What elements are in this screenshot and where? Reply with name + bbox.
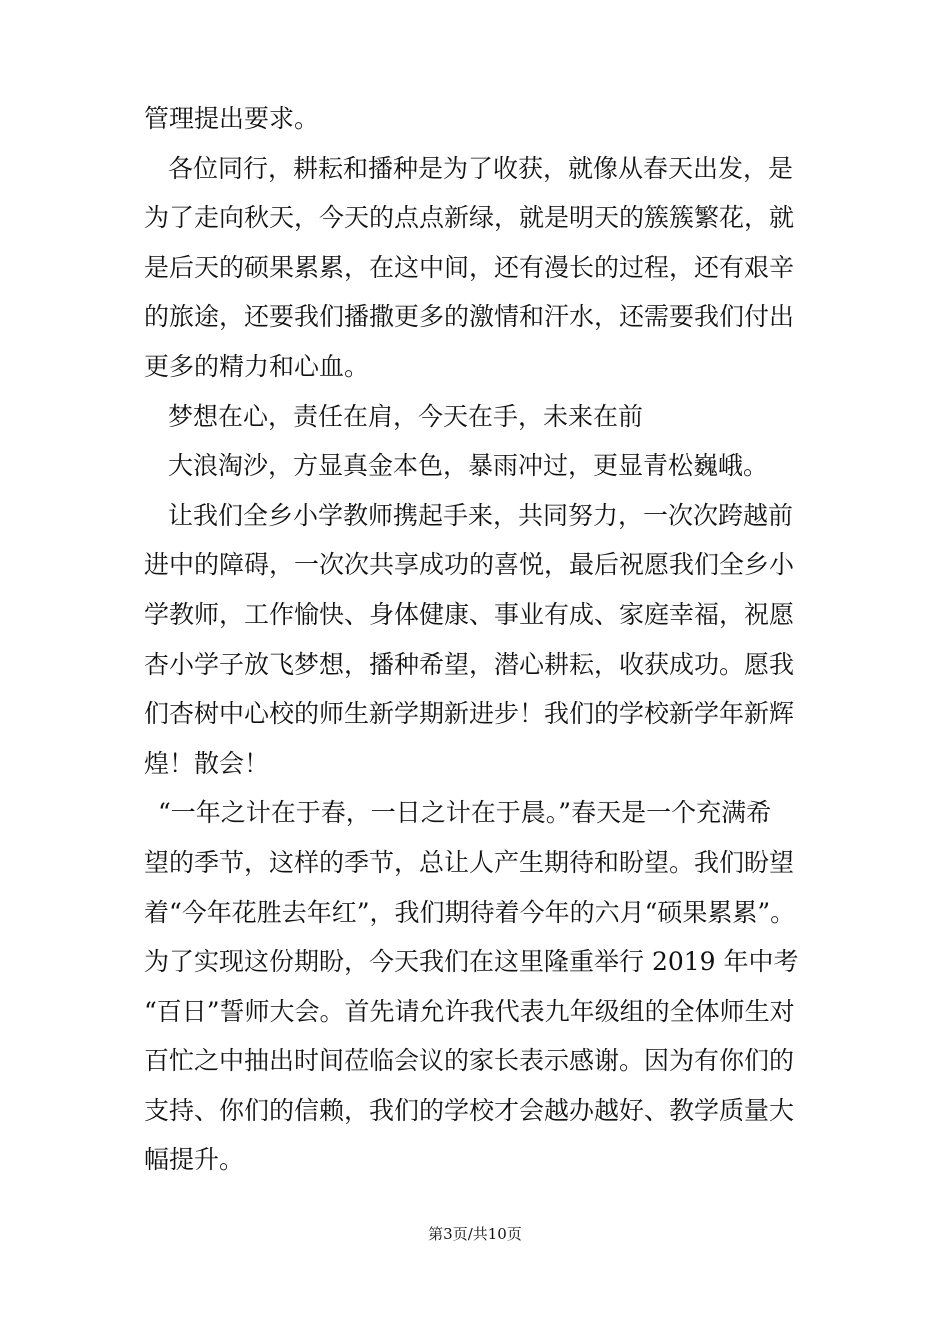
text-line: 煌！散会！ — [144, 748, 270, 778]
text-line: 们杏树中心校的师生新学期新进步！我们的学校新学年新辉 — [144, 699, 795, 729]
text-line: 梦想在心，责任在肩，今天在手，未来在前 — [168, 401, 644, 431]
text-line: 更多的精力和心血。 — [144, 351, 370, 381]
page-number: 第3页/共10页 — [428, 1225, 522, 1243]
text-line: 是后天的硕果累累，在这中间，还有漫长的过程，还有艰辛 — [144, 252, 795, 282]
text-line: 让我们全乡小学教师携起手来，共同努力，一次次跨越前 — [168, 500, 794, 530]
text-line: 各位同行，耕耘和播种是为了收获，就像从春天出发，是 — [168, 153, 794, 183]
text-line: 进中的障碍，一次次共享成功的喜悦，最后祝愿我们全乡小 — [144, 550, 795, 580]
text-line: 着“今年花胜去年红”，我们期待着今年的六月“硕果累累”。 — [144, 897, 796, 927]
text-line: “一年之计在于春，一日之计在于晨。”春天是一个充满希 — [158, 798, 772, 828]
text-line: 为了走向秋天，今天的点点新绿，就是明天的簇簇繁花，就 — [144, 203, 795, 233]
text-line: 支持、你们的信赖，我们的学校才会越办越好、教学质量大 — [144, 1095, 795, 1125]
text-line: 为了实现这份期盼，今天我们在这里隆重举行 2019 年中考 — [144, 947, 799, 977]
text-line: “百日”誓师大会。首先请允许我代表九年级组的全体师生对 — [144, 996, 795, 1026]
text-line: 的旅途，还要我们播撒更多的激情和汗水，还需要我们付出 — [144, 302, 795, 332]
text-line: 管理提出要求。 — [144, 104, 320, 133]
text-line: 学教师，工作愉快、身体健康、事业有成、家庭幸福，祝愿 — [144, 599, 795, 629]
text-line: 杏小学子放飞梦想，播种希望，潜心耕耘，收获成功。愿我 — [144, 649, 795, 679]
text-line: 幅提升。 — [144, 1145, 245, 1175]
text-line: 大浪淘沙，方显真金本色，暴雨冲过，更显青松巍峨。 — [168, 451, 769, 481]
text-line: 百忙之中抽出时间莅临会议的家长表示感谢。因为有你们的 — [144, 1046, 795, 1076]
body-text — [144, 94, 812, 1185]
text-line: 望的季节，这样的季节，总让人产生期待和盼望。我们盼望 — [144, 847, 795, 877]
